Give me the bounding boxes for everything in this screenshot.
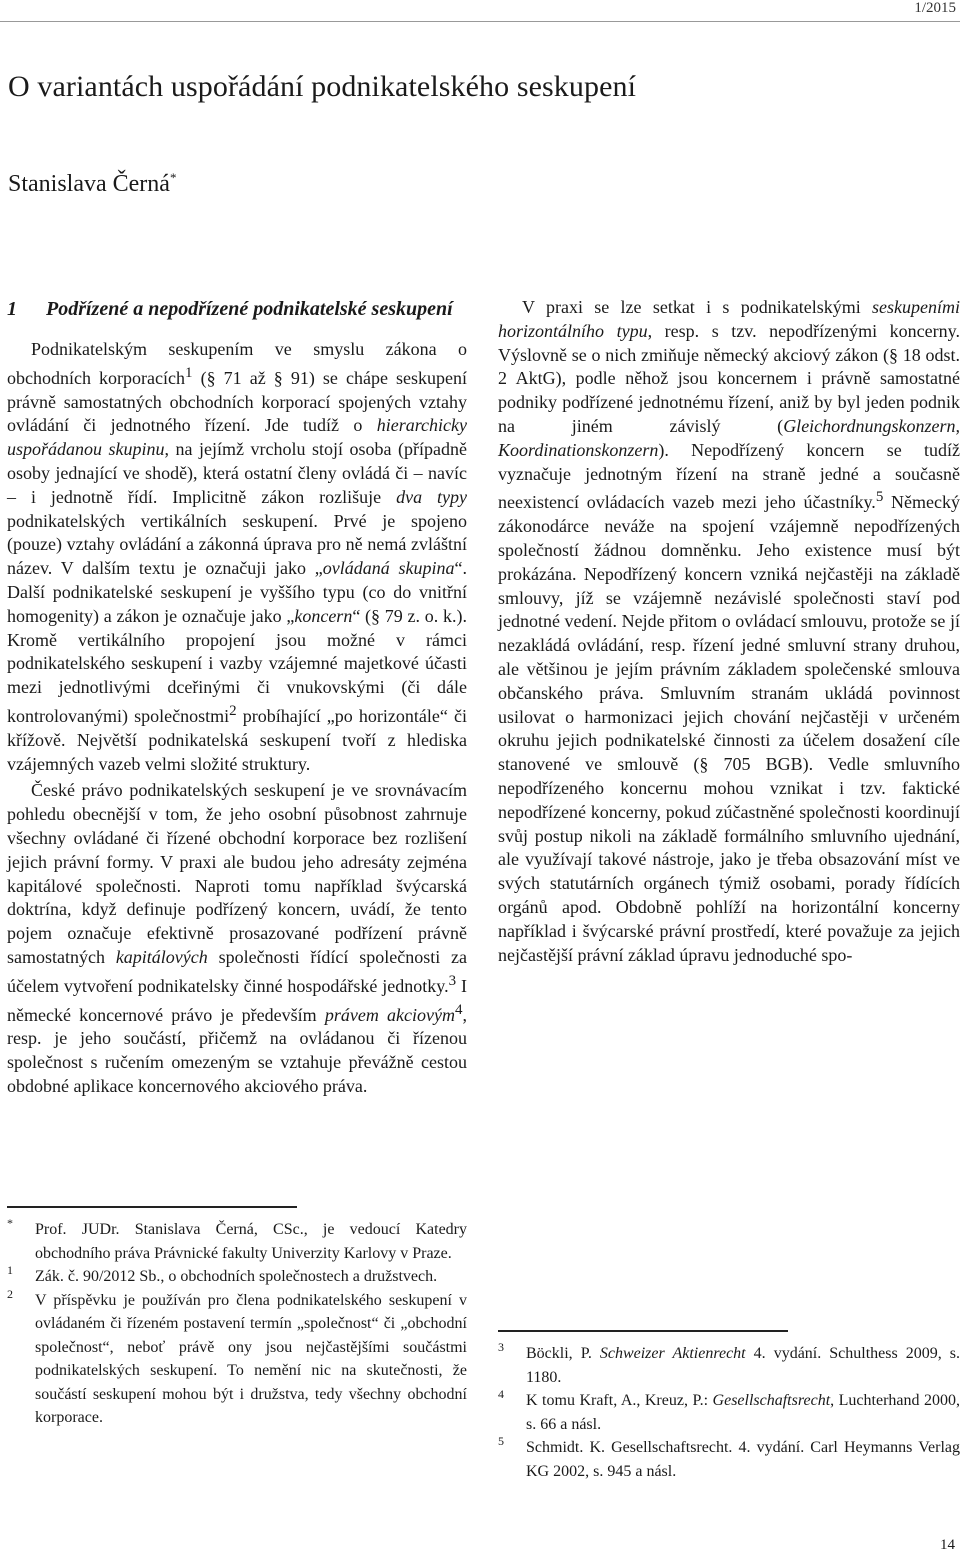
italic-run: koncern	[294, 605, 353, 626]
footnote-mark: 4	[498, 1387, 504, 1401]
section-heading	[7, 296, 467, 322]
footnote-mark: 2	[7, 1286, 13, 1301]
footnote-1	[7, 1265, 467, 1289]
section-number: 1	[7, 298, 17, 320]
footnote-rule	[498, 1330, 788, 1332]
text-run: ). Nepodřízený koncern se tudíž vyznačuje jednotným řízení na straně jedné a současně neexistencí ovládacích vazeb mezi jeho účastníky.	[498, 439, 960, 513]
italic-run: dva typy	[396, 486, 467, 507]
footnotes-left	[7, 1206, 467, 1430]
italic-run: ovládaná skupina	[322, 558, 455, 579]
footnote-text: V příspěvku je používán pro člena podnikatelského seskupení v ovládaném či řízeném postavení termín „společnost“ či „obchodní společnost“, neboť právě ony jsou nejčastějšími součástmi podnikatelských seskupení. To nemění nic na skutečnosti, že součástí seskupení mohou být i družstva, tedy všechny obchodní korporace.	[35, 1291, 467, 1426]
text-run: České právo podnikatelských seskupení je ve srovnávacím pohledu obecnější v tom, že jeho osobní působnost zahrnuje všechny ovládané či řízené obchodní korporace bez rozlišení jejich právní formy. V praxi ale budou jeho adresáty zejména kapitálové společnosti. Naproti tomu například švýcarská doktrína, když definuje podřízený koncern, uvádí, že tento pojem označuje efektivně prosazované podřízení právně samostatných	[7, 780, 467, 967]
text-run: Německý zákonodárce neváže na spojení vzájemně nepodřízených společností žádnou domněnku. Jeho existence musí být prokázána. Nepodřízený koncern vzniká nejčastěji na základě smlouvy, jíž se vzájemně nezávislé společnosti staví pod jednotné vedení. Nejde přitom o ovládací smlouvu, protože se jí nezakládá ovládání, resp. řízení jedné smluvní strany druhou, ale většinou je jejím právním základem společenské smlouva občanského práva. Smluvním stranám ukládá povinnost usilovat o harmonizaci jejich chování nejčastěji v určeném okruhu jejich podnikatelské činnosti za účelem dosažení cíle stanovené ve smlouvě (§ 705 BGB). Vedle smluvního nepodřízeného koncernu mohou vznikat i tzv. faktické nepodřízené koncerny, pokud zúčastněné společnosti koordinují svůj postup nikoli na základě formálního smluvního ujednání, ale využívají takové nástroje, jako je třeba obsazování míst ve svých statutárních orgánech týmiž osobami, porady řídících orgánů apod. Obdobně pohlíží na horizontální koncerny například i švýcarské právní prostředí, které považuje za jejich nejčastější právní základ úpravu jednoduché spo-	[498, 492, 960, 965]
text-run: Podnikatelským seskupením ve smyslu zákona o obchodních korporacích	[7, 339, 467, 388]
footnote-ref-2: 2	[229, 702, 237, 719]
italic-run: právem akciovým	[324, 1004, 455, 1025]
text-run: I německé koncernové právo je především	[7, 975, 467, 1025]
footnote-text: Böckli, P.	[526, 1345, 600, 1362]
footnotes-right	[498, 1330, 960, 1483]
paragraph-1	[7, 338, 467, 776]
article-title: O variantách uspořádání podnikatelského seskupení	[8, 70, 637, 103]
text-run: “. Další podnikatelské seskupení je vyššího typu (co do vnitřní homogenity) a zákon je označuje jako „	[7, 558, 467, 626]
text-run: (§ 71 až § 91) se chápe seskupení právně samostatných obchodních korporací spojených vztahy ovládání či jednotného řízení. Jde tudíž o	[7, 367, 468, 436]
footnote-ref-1: 1	[185, 364, 193, 381]
section-title: Podřízené a nepodřízené podnikatelské seskupení	[46, 298, 453, 320]
text-run: , resp. s tzv. nepodřízenými koncerny. Výslovně se o nich zmiňuje německý akciový zákon (§ 18 odst. 2 AktG), podle něhož jsou koncernem i právně samostatné podniky podřízené jednotnému řízení, aniž by byl jeden podnik na jiném závislý (	[498, 320, 960, 436]
footnote-text: 4. vydání. Schulthess 2009, s. 1180.	[526, 1345, 960, 1386]
text-run: společnosti řídící společnosti za účelem vytvoření podnikatelsky činné hospodářské jednotky.	[7, 946, 468, 996]
header-rule	[0, 21, 960, 22]
paragraph-2	[7, 779, 467, 1098]
footnote-author	[7, 1218, 467, 1265]
footnote-italic: Gesellschaftsrecht	[712, 1392, 831, 1409]
footnote-text: , Luchterhand 2000, s. 66 a násl.	[526, 1392, 960, 1433]
text-run: podnikatelských vertikálních seskupení. Prvé je spojeno (pouze) vztahy ovládání a zákonná úprava pro ně nemá zvláštní název. V dalším textu je označuji jako „	[7, 510, 467, 579]
paragraph-3	[498, 296, 960, 967]
italic-run: seskupeními horizontálního typu	[498, 297, 960, 341]
footnote-rule	[7, 1206, 297, 1208]
issue-number: 1/2015	[914, 0, 956, 16]
footnote-2	[7, 1286, 467, 1430]
text-run: , resp. je jeho součástí, přičemž na ovládanou či řízenou společnost s ručením omezeným se vztahuje převážně cestou obdobné aplikace koncernového akciového práva.	[7, 1004, 467, 1096]
footnote-mark: 5	[498, 1434, 504, 1448]
footnote-italic: Schweizer Aktienrecht	[599, 1345, 746, 1362]
author-line	[8, 170, 176, 198]
footnote-mark: *	[7, 1216, 13, 1230]
footnote-text: K tomu Kraft, A., Kreuz, P.:	[526, 1392, 713, 1409]
right-column	[498, 296, 960, 967]
footnote-text: Zák. č. 90/2012 Sb., o obchodních společnostech a družstvech.	[35, 1268, 438, 1285]
footnote-text: Schmidt. K. Gesellschaftsrecht. 4. vydání. Carl Heymanns Verlag KG 2002, s. 945 a násl.	[526, 1439, 960, 1480]
footnote-ref-4: 4	[455, 1001, 463, 1018]
footnote-3	[498, 1342, 960, 1389]
text-run: probíhající „po horizontále“ či křížově. Největší podnikatelská seskupení tvoří z hlediska vzájemných vazeb velmi složité struktury.	[7, 705, 467, 774]
footnote-mark: 1	[7, 1263, 13, 1277]
italic-run: Gleichordnungskonzern, Koordinationskonzern	[498, 415, 960, 460]
text-run: , na jejímž vrcholu stojí osoba (případně osoby jednající ve shodě), která ostatní členy ovládá či – navíc – i jednotně řídí. Implicitně zákon rozlišuje	[7, 439, 467, 507]
footnote-ref-3: 3	[448, 972, 457, 989]
author-footnote-mark: *	[169, 170, 177, 185]
italic-run: kapitálových	[115, 946, 208, 967]
text-run: V praxi se lze setkat i s podnikatelskými	[522, 297, 873, 317]
left-column	[7, 296, 467, 1099]
text-run: “ (§ 79 z. o. k.). Kromě vertikálního propojení jsou možné v rámci podnikatelského seskupení i vazby vzájemné majetkové účasti mezi jednotlivými dceřinými či vnukovskými (či dále kontrolovanými) společnostmi	[7, 605, 468, 726]
page-number: 14	[940, 1537, 955, 1553]
italic-run: hierarchicky uspořádanou skupinu	[7, 415, 467, 460]
footnote-text: Prof. JUDr. Stanislava Černá, CSc., je vedoucí Katedry obchodního práva Právnické fakulty Univerzity Karlovy v Praze.	[35, 1221, 467, 1262]
footnote-mark: 3	[498, 1340, 504, 1354]
footnote-5	[498, 1436, 960, 1483]
footnote-ref-5: 5	[875, 489, 884, 506]
author-name: Stanislava Černá	[8, 171, 170, 197]
footnote-4	[498, 1389, 960, 1436]
